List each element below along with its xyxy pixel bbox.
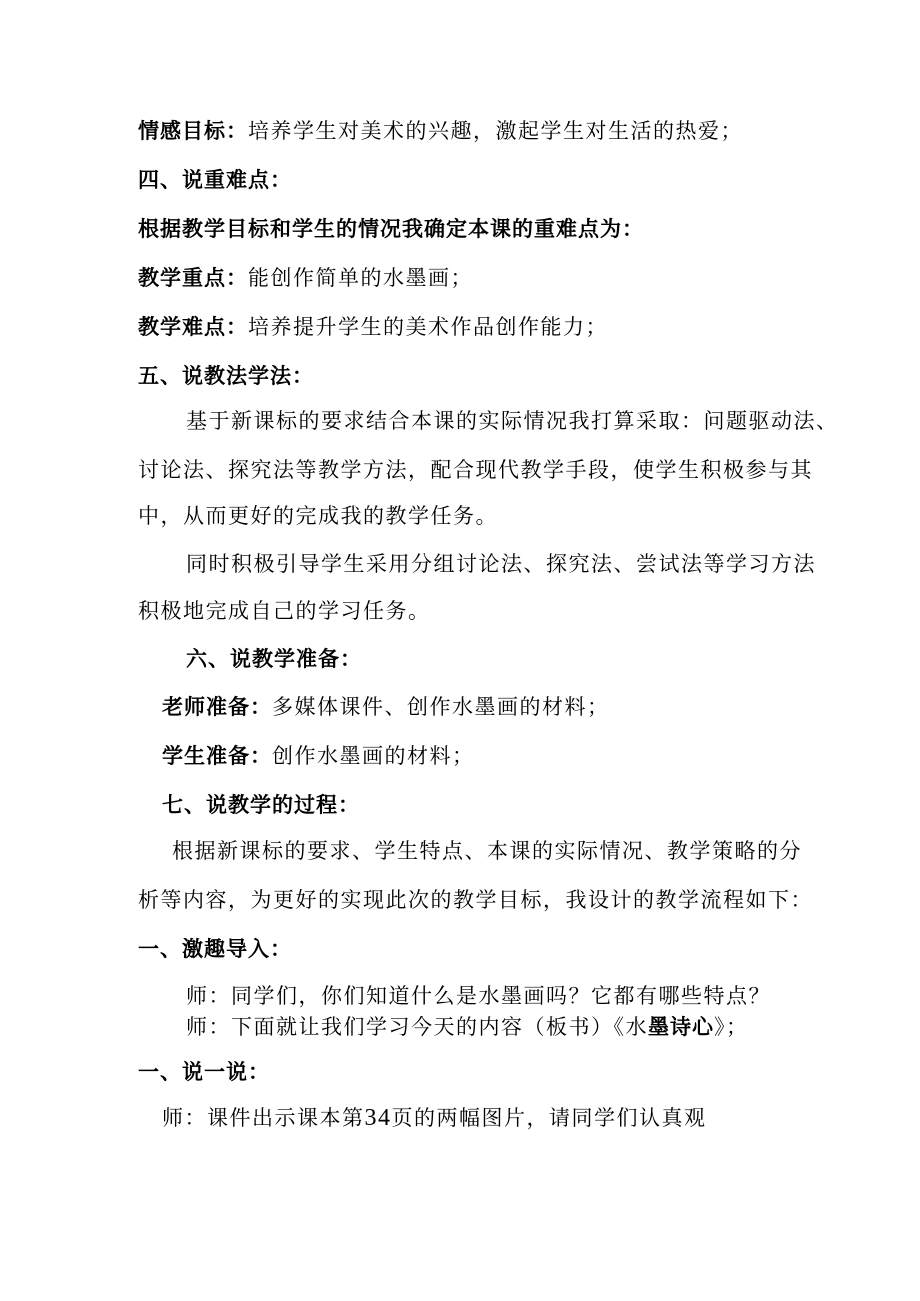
paragraph-teaching-difficulty — [138, 313, 608, 341]
heading-key-difficult-points: 四、说重难点： — [138, 168, 292, 192]
paragraph-learning-methods-line-1: 同时积极引导学生采用分组讨论法、探究法、尝试法等学习方法 — [186, 552, 816, 576]
label-student-preparation: 学生准备： — [162, 744, 272, 768]
text-student-preparation: 创作水墨画的材料； — [272, 744, 475, 768]
heading-talk-about-it: 一、说一说： — [138, 1060, 270, 1084]
text-teacher-preparation: 多媒体课件、创作水墨画的材料； — [272, 695, 610, 719]
dialogue-teacher-courseware — [162, 1104, 707, 1132]
label-teaching-difficulty: 教学难点： — [138, 315, 248, 339]
paragraph-learning-methods-line-2: 积极地完成自己的学习任务。 — [138, 599, 431, 623]
paragraph-student-preparation — [162, 742, 475, 770]
paragraph-process-line-1: 根据新课标的要求、学生特点、本课的实际情况、教学策略的分 — [172, 839, 802, 863]
paragraph-key-points-intro: 根据教学目标和学生的情况我确定本课的重难点为： — [138, 217, 644, 241]
page-number-value: 34 — [364, 1105, 392, 1131]
label-teaching-focus: 教学重点： — [138, 266, 248, 290]
label-teacher-preparation: 老师准备： — [162, 695, 272, 719]
paragraph-methods-line-1: 基于新课标的要求结合本课的实际情况我打算采取：问题驱动法、 — [186, 409, 839, 433]
paragraph-methods-line-2: 讨论法、探究法等教学方法，配合现代教学手段，使学生积极参与其 — [138, 458, 813, 482]
text-teaching-focus: 能创作简单的水墨画； — [248, 266, 473, 290]
dialogue-courseware-post: 页的两幅图片，请同学们认真观 — [391, 1106, 707, 1130]
dialogue-teacher-topic — [186, 1013, 749, 1041]
paragraph-emotional-goal — [138, 117, 743, 145]
heading-teaching-methods: 五、说教法学法： — [138, 364, 314, 388]
paragraph-process-line-2: 析等内容，为更好的实现此次的教学目标，我设计的教学流程如下： — [138, 888, 813, 912]
paragraph-methods-line-3: 中，从而更好的完成我的教学任务。 — [138, 504, 498, 528]
heading-teaching-preparation: 六、说教学准备： — [186, 647, 362, 671]
dialogue-courseware-pre: 师：课件出示课本第 — [162, 1106, 365, 1130]
dialogue-topic-pre: 师：下面就让我们学习今天的内容（板书）《水 — [186, 1015, 648, 1039]
label-emotional-goal: 情感目标： — [138, 119, 248, 143]
text-teaching-difficulty: 培养提升学生的美术作品创作能力； — [248, 315, 608, 339]
text-emotional-goal: 培养学生对美术的兴趣，激起学生对生活的热爱； — [248, 119, 743, 143]
dialogue-topic-bold: 墨诗心 — [648, 1015, 714, 1039]
paragraph-teaching-focus — [138, 264, 473, 292]
heading-lead-in: 一、激趣导入： — [138, 937, 292, 961]
heading-teaching-process: 七、说教学的过程： — [162, 793, 360, 817]
paragraph-teacher-preparation — [162, 693, 610, 721]
dialogue-teacher-question: 师：同学们，你们知道什么是水墨画吗？它都有哪些特点？ — [186, 984, 771, 1008]
dialogue-topic-post: 》； — [714, 1015, 749, 1039]
